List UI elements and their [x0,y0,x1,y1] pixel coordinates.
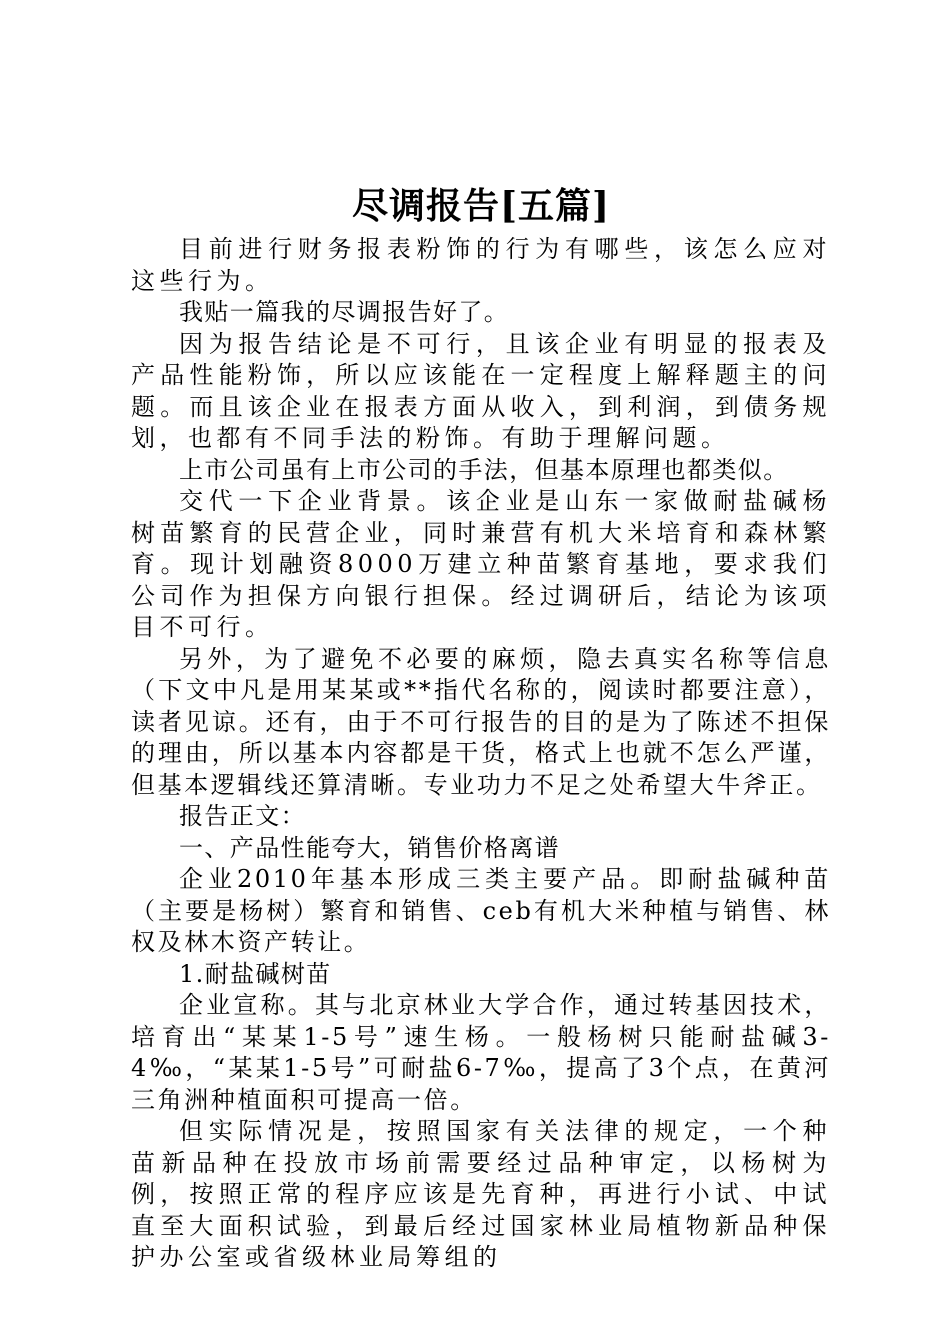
paragraph-disclaimer: 另外，为了避免不必要的麻烦，隐去真实名称等信息（下文中凡是用某某或**指代名称的，阅读时都要注意），读者见谅。还有，由于不可行报告的目的是为了陈述不担保的理由，所以基本内容都是干货，格式上也就不怎么严谨，但基本逻辑线还算清晰。专业功力不足之处希望大牛斧正。 [131,644,831,799]
document-title: 尽调报告[五篇] [351,185,611,227]
paragraph-intro: 我贴一篇我的尽调报告好了。 [179,298,510,326]
paragraph-company-claim: 企业宣称。其与北京林业大学合作，通过转基因技术，培育出“某某1-5号”速生杨。一般杨树只能耐盐碱3-4‰，“某某1-5号”可耐盐6-7‰，提高了3个点，在黄河三角洲种植面积可提高一倍。 [131,991,831,1114]
paragraph-listed-company: 上市公司虽有上市公司的手法，但基本原理也都类似。 [179,455,789,484]
paragraph-question: 目前进行财务报表粉饰的行为有哪些，该怎么应对这些行为。 [131,235,831,295]
document-body [131,180,831,1274]
subheading-saline-seedlings: 1.耐盐碱树苗 [179,959,332,988]
paragraph-background: 交代一下企业背景。该企业是山东一家做耐盐碱杨树苗繁育的民营企业，同时兼营有机大米培育和森林繁育。现计划融资8000万建立种苗繁育基地，要求我们公司作为担保方向银行担保。经过调研后，结论为该项目不可行。 [131,487,831,641]
paragraph-actual-situation: 但实际情况是，按照国家有关法律的规定，一个种苗新品种在投放市场前需要经过品种审定，以杨树为例，按照正常的程序应该是先育种，再进行小试、中试直至大面积试验，到最后经过国家林业局植物新品种保护办公室或省级林业局筹组的 [131,1117,831,1271]
paragraph-reason: 因为报告结论是不可行，且该企业有明显的报表及产品性能粉饰，所以应该能在一定程度上解释题主的问题。而且该企业在报表方面从收入，到利润，到债务规划，也都有不同手法的粉饰。有助于理解问题。 [131,329,831,452]
paragraph-report-body-label: 报告正文： [179,802,306,830]
section-heading-1: 一、产品性能夸大，销售价格离谱 [179,833,560,862]
paragraph-products: 企业2010年基本形成三类主要产品。即耐盐碱种苗（主要是杨树）繁育和销售、ceb有机大米种植与销售、林权及林木资产转让。 [131,865,831,956]
